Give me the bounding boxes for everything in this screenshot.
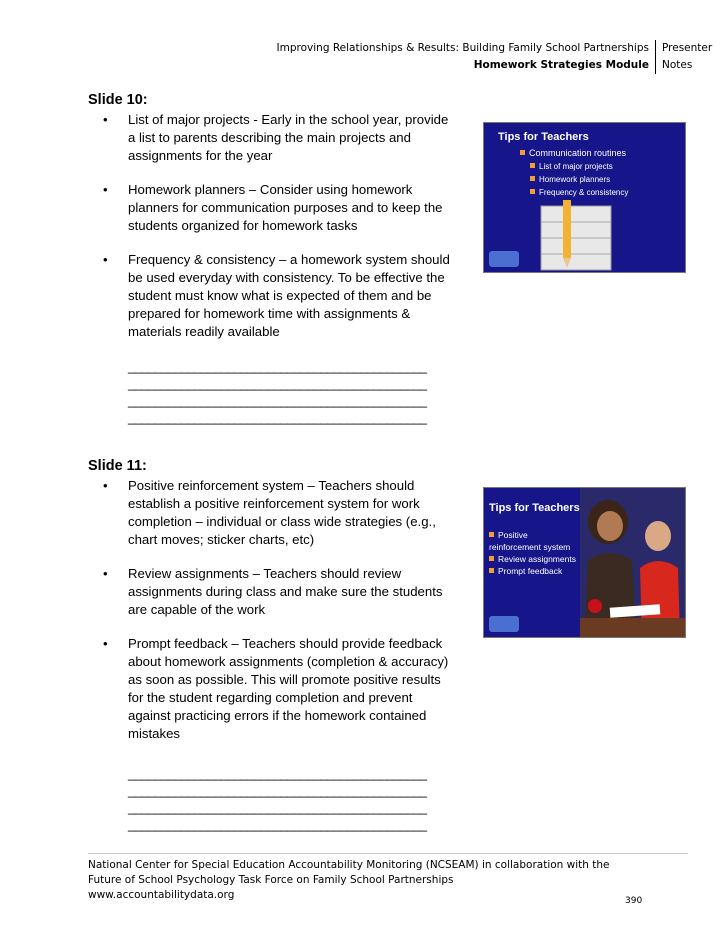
ncseam-logo-icon [489,251,519,267]
list-item [100,477,450,549]
header-module: Homework Strategies Module [473,59,649,71]
slide11-thumb-heading: Tips for Teachers [489,502,580,514]
square-bullet-icon [530,163,535,168]
list-item: Communication routines [520,147,628,160]
square-bullet-icon [520,150,525,155]
header-title: Improving Relationships & Results: Building Family School Partnerships [276,42,649,54]
header-notes-block [656,40,728,74]
list-item: List of major projects [520,160,628,173]
square-bullet-icon [489,532,494,537]
bullet-icon: • [103,636,108,651]
footer-line: Future of School Psychology Task Force on Family School Partnerships [88,874,454,886]
bullet-icon: • [103,478,108,493]
page-footer [88,858,610,903]
square-bullet-icon [489,568,494,573]
bullet-text: Positive reinforcement system – Teachers should establish a positive reinforcement system for work completion – individual or class wide strategies (e.g., chart moves; sticker charts, etc) [128,478,436,547]
square-bullet-icon [530,189,535,194]
list-item [100,565,450,619]
header-presenter: Presenter [662,42,713,54]
footer-divider [88,853,688,854]
slide10-thumb-heading: Tips for Teachers [498,131,589,143]
slide10-bullets [100,111,450,357]
slide11-note-lines: _____________________________________________ _____________________________________________ _____________________________________________ _____________________________________________ [128,766,427,832]
list-item [100,111,450,165]
footer-url: www.accountabilitydata.org [88,889,235,901]
square-bullet-icon [489,556,494,561]
bullet-text: Homework planners – Consider using homework planners for communication purposes and to keep the students organized for homework tasks [128,182,443,233]
list-item [100,181,450,235]
slide11-bullets [100,477,450,759]
slide11-title: Slide 11: [88,458,147,474]
list-item [100,251,450,341]
teacher-student-photo [580,488,685,637]
bullet-text: Review assignments – Teachers should review assignments during class and make sure the students are capable of the work [128,566,443,617]
header-title-block [277,40,655,74]
list-item: Frequency & consistency [520,186,628,199]
bullet-text: Prompt feedback – Teachers should provide feedback about homework assignments (completion & accuracy) as soon as possible. This will promote positive results for the student regarding completion and prevent against practicing errors if the homework contained mistakes [128,636,449,741]
bullet-icon: • [103,566,108,581]
bullet-icon: • [103,252,108,267]
list-item [100,635,450,743]
bullet-text: List of major projects - Early in the school year, provide a list to parents describing the main projects and assignments for the year [128,112,449,163]
slide10-title: Slide 10: [88,92,148,108]
slide10-thumbnail [483,122,686,273]
slide11-thumbnail [483,487,686,638]
bullet-icon: • [103,112,108,127]
ncseam-logo-icon [489,616,519,632]
slide10-thumb-list [520,147,628,199]
slide11-thumb-list [489,529,577,577]
page-number: 390 [625,896,643,906]
bullet-icon: • [103,182,108,197]
page-header [277,40,728,74]
planner-pencil-image [539,198,614,272]
list-item: Positive reinforcement system [489,530,571,552]
header-notes: Notes [662,59,693,71]
bullet-text: Frequency & consistency – a homework system should be used everyday with consistency. To be effective the student must know what is expected of them and be prepared for homework time with assignments & materials readily available [128,252,450,339]
list-item: Prompt feedback [489,565,577,577]
slide10-note-lines: _____________________________________________ _____________________________________________ _____________________________________________ _____________________________________________ [128,359,427,425]
list-item: Review assignments [489,553,577,565]
square-bullet-icon [530,176,535,181]
footer-line: National Center for Special Education Accountability Monitoring (NCSEAM) in collaboration with the [88,859,610,871]
list-item: Homework planners [520,173,628,186]
